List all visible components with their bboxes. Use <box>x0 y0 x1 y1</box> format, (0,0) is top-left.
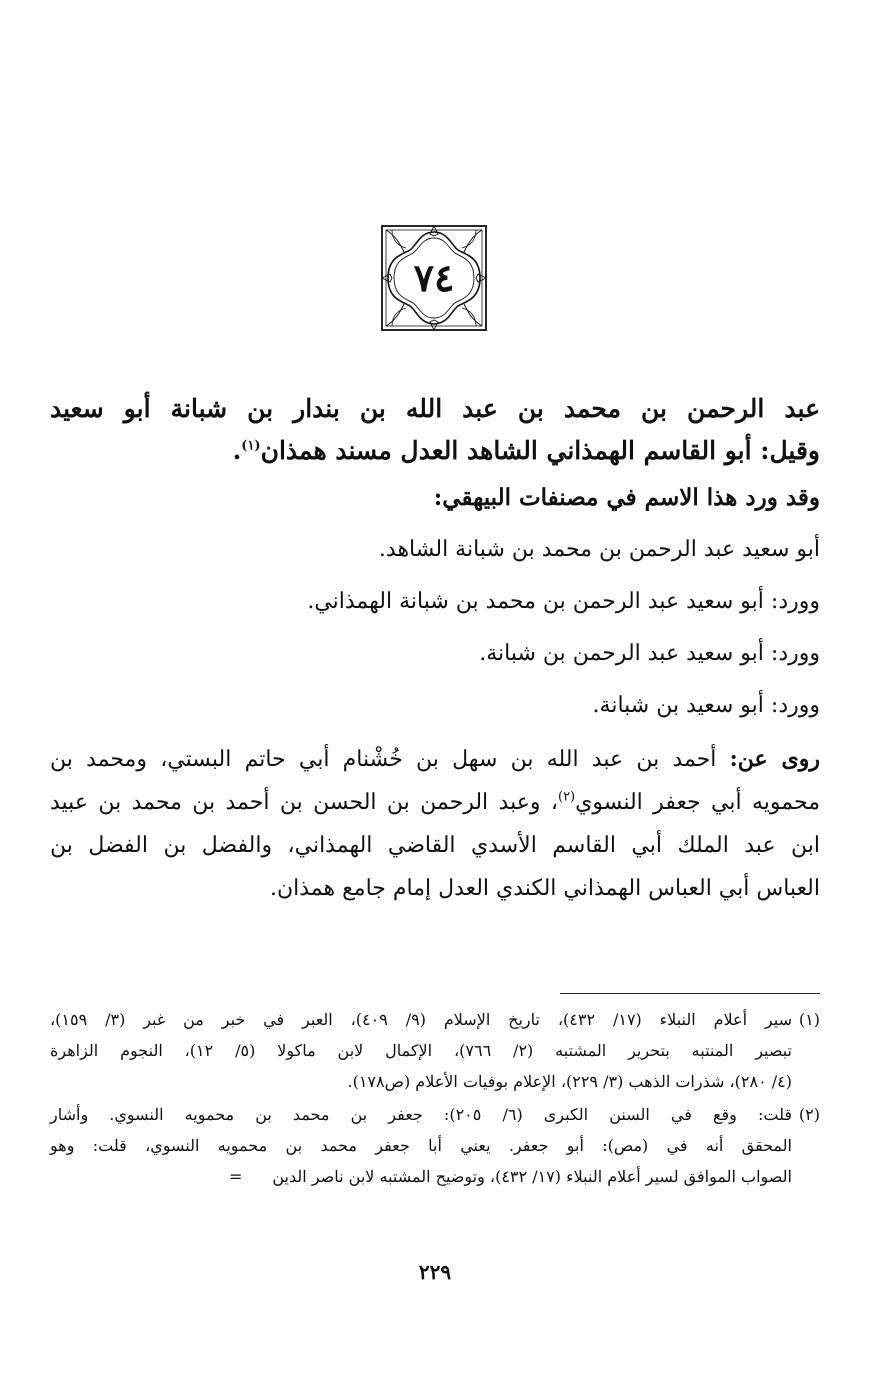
entry-number: ٧٤ <box>413 255 455 300</box>
footnote-1 <box>50 1004 820 1097</box>
name-variant-4 <box>50 686 820 726</box>
footnotes <box>50 1004 820 1194</box>
narrators-text: ، وعبد الرحمن بن الحسن بن أحمد بن محمد بن عبيد <box>50 790 558 815</box>
footnote-row: تبصير المنتبه بتحرير المشتبه (٢/ ٧٦٦)، الإكمال لابن ماكولا (٥/ ١٢)، النجوم الزاهرة <box>50 1041 793 1060</box>
footnote-ref-1[interactable]: (١) <box>241 438 261 454</box>
name-variant-3 <box>50 634 820 674</box>
name-variant-text: أبو سعيد بن شبانة. <box>592 693 764 718</box>
narrators-row-3: ابن عبد الملك أبي القاسم الأسدي القاضي الهمذاني، والفضل بن الفضل بن <box>50 833 820 858</box>
footnote-2 <box>50 1099 820 1192</box>
entry-title-line-1: عبد الرحمن بن محمد بن عبد الله بن بندار بن شبانة أبو سعيد <box>50 394 820 423</box>
name-variant-prefix: وورد: <box>770 589 820 614</box>
footnote-text: الصواب الموافق لسير أعلام النبلاء (١٧/ ٤٣٢)، وتوضيح المشتبه لابن ناصر الدين <box>272 1167 792 1186</box>
narrators-text: محمويه أبي جعفر النسوي <box>575 790 820 815</box>
name-variant-text: أبو سعيد عبد الرحمن بن شبانة. <box>479 641 764 666</box>
name-variant-1: أبو سعيد عبد الرحمن بن محمد بن شبانة الشاهد. <box>378 537 820 562</box>
footnote-row <box>50 1004 820 1035</box>
footnote-row <box>50 1099 820 1130</box>
narrators-paragraph <box>50 738 820 910</box>
entry-body <box>50 388 820 910</box>
narrators-row-4: العباس أبي العباس الهمذاني الكندي العدل إمام جامع همذان. <box>269 876 820 901</box>
narrators-text: أحمد بن عبد الله بن سهل بن خُشْنام أبي حاتم البستي، ومحمد بن <box>50 747 717 772</box>
footnote-number: (٢) <box>798 1105 821 1124</box>
footnote-row: المحقق أنه في (مص): أبو جعفر. يعني أبا جعفر محمد بن محمويه النسوي، قلت: وهو <box>50 1136 792 1155</box>
narrators-row-1 <box>50 738 820 781</box>
narrators-lead: روى عن: <box>729 746 821 772</box>
entry-title-line-2 <box>50 430 820 472</box>
footnote-row: (٤/ ٢٨٠)، شذرات الذهب (٣/ ٢٢٩)، الإعلام بوفيات الأعلام (ص١٧٨). <box>347 1072 792 1091</box>
name-variant-2 <box>50 582 820 622</box>
narrators-row-2 <box>50 781 820 824</box>
name-variant-prefix: وورد: <box>770 641 820 666</box>
footnote-row <box>50 1161 820 1192</box>
footnote-ref-2[interactable]: (٢) <box>557 789 576 805</box>
footnote-divider <box>560 993 820 994</box>
names-heading: وقد ورد هذا الاسم في مصنفات البيهقي: <box>433 484 820 511</box>
footnote-text: سير أعلام النبلاء (١٧/ ٤٣٢)، تاريخ الإسلام (٩/ ٤٠٩)، العبر في خبر من غبر (٣/ ١٥٩)، <box>50 1010 792 1029</box>
page-number: ٢٢٩ <box>418 1260 452 1284</box>
footnote-text: قلت: وقع في السنن الكبرى (٦/ ٢٠٥): جعفر بن محمد بن محمويه النسوي. وأشار <box>50 1105 793 1124</box>
continuation-marker: = <box>228 1167 243 1186</box>
name-variant-prefix: وورد: <box>770 693 820 718</box>
name-variant-text: أبو سعيد عبد الرحمن بن محمد بن شبانة الهمذاني. <box>307 589 764 614</box>
footnote-number: (١) <box>798 1010 820 1029</box>
entry-title-end: . <box>232 436 242 465</box>
entry-title-text: وقيل: أبو القاسم الهمذاني الشاهد العدل مسند همذان <box>260 436 820 465</box>
